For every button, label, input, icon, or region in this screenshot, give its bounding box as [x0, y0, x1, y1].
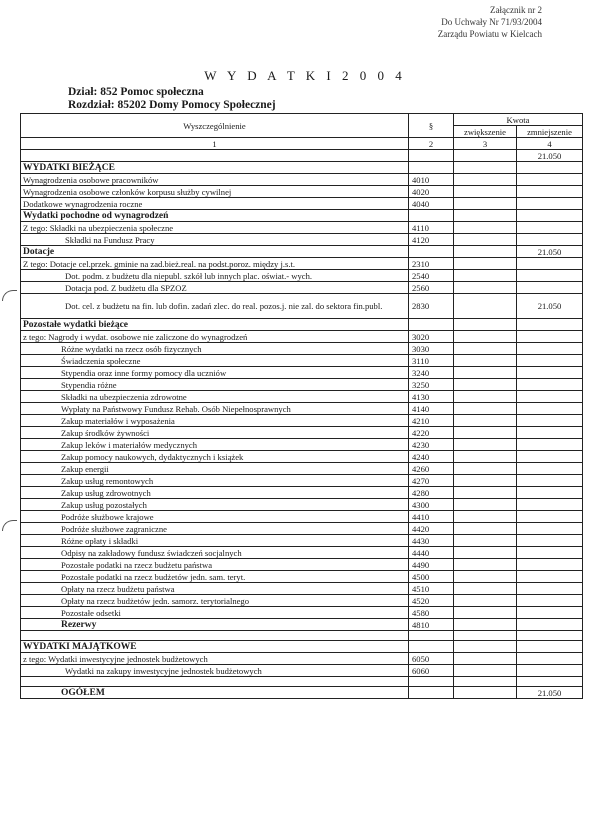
row-decrease — [517, 595, 583, 607]
table-row — [21, 415, 583, 427]
row-increase — [454, 258, 517, 270]
row-paragraph-code: 3240 — [409, 367, 454, 379]
expenses-table — [20, 113, 583, 699]
row-increase — [454, 343, 517, 355]
row-decrease — [517, 535, 583, 547]
row-decrease: 21.050 — [517, 150, 583, 162]
row-paragraph-code: 4230 — [409, 439, 454, 451]
row-increase — [454, 403, 517, 415]
row-increase — [454, 186, 517, 198]
row-description: Dotacja pod. Z budżetu dla SPZOZ — [21, 282, 409, 294]
row-paragraph-code: 4110 — [409, 222, 454, 234]
table-row — [21, 607, 583, 619]
row-decrease — [517, 391, 583, 403]
row-description: Zakup leków i materiałów medycznych — [21, 439, 409, 451]
row-decrease — [517, 665, 583, 677]
row-decrease — [517, 559, 583, 571]
row-paragraph-code: 3030 — [409, 343, 454, 355]
row-increase — [454, 511, 517, 523]
row-decrease — [517, 282, 583, 294]
row-decrease — [517, 571, 583, 583]
row-decrease — [517, 463, 583, 475]
row-increase — [454, 547, 517, 559]
column-number: 1 — [21, 138, 409, 150]
column-number: 3 — [454, 138, 517, 150]
row-increase — [454, 677, 517, 687]
row-increase — [454, 367, 517, 379]
row-paragraph-code: 6050 — [409, 653, 454, 665]
table-row — [21, 391, 583, 403]
row-paragraph-code: 4220 — [409, 427, 454, 439]
row-increase — [454, 294, 517, 319]
row-paragraph-code — [409, 687, 454, 699]
row-description: Stypendia oraz inne formy pomocy dla uczniów — [21, 367, 409, 379]
row-decrease — [517, 607, 583, 619]
row-decrease — [517, 677, 583, 687]
row-paragraph-code: 2310 — [409, 258, 454, 270]
row-decrease — [517, 499, 583, 511]
attachment-note-line1: Załącznik nr 2 — [490, 5, 542, 15]
row-description: Dodatkowe wynagrodzenia roczne — [21, 198, 409, 210]
table-row — [21, 547, 583, 559]
table-row — [21, 687, 583, 699]
row-paragraph-code — [409, 319, 454, 331]
row-description: Dotacje — [21, 246, 409, 258]
row-paragraph-code: 4120 — [409, 234, 454, 246]
table-row — [21, 258, 583, 270]
table-header-row — [21, 114, 583, 126]
row-paragraph-code: 4280 — [409, 487, 454, 499]
row-increase — [454, 535, 517, 547]
row-decrease — [517, 653, 583, 665]
row-decrease — [517, 355, 583, 367]
row-paragraph-code — [409, 150, 454, 162]
row-description — [21, 150, 409, 162]
table-row — [21, 463, 583, 475]
row-description: Z tego: Składki na ubezpieczenia społeczne — [21, 222, 409, 234]
row-description: Wypłaty na Państwowy Fundusz Rehab. Osób Niepełnosprawnych — [21, 403, 409, 415]
row-decrease — [517, 487, 583, 499]
header-increase: zwiększenie — [454, 126, 517, 138]
row-paragraph-code: 4520 — [409, 595, 454, 607]
row-description: Pozostałe wydatki bieżące — [21, 319, 409, 331]
row-decrease — [517, 475, 583, 487]
table-row — [21, 439, 583, 451]
row-paragraph-code — [409, 631, 454, 641]
row-decrease — [517, 451, 583, 463]
table-row — [21, 665, 583, 677]
row-increase — [454, 415, 517, 427]
row-increase — [454, 499, 517, 511]
row-decrease: 21.050 — [517, 687, 583, 699]
row-description: Podróże służbowe krajowe — [21, 511, 409, 523]
punch-hole-mark — [2, 520, 17, 531]
row-paragraph-code: 4210 — [409, 415, 454, 427]
table-row — [21, 535, 583, 547]
row-decrease — [517, 198, 583, 210]
row-increase — [454, 319, 517, 331]
table-row — [21, 319, 583, 331]
row-paragraph-code — [409, 641, 454, 653]
row-decrease — [517, 162, 583, 174]
row-decrease — [517, 641, 583, 653]
row-paragraph-code: 4580 — [409, 607, 454, 619]
row-paragraph-code: 2560 — [409, 282, 454, 294]
row-description: Opłaty na rzecz budżetów jedn. samorz. terytorialnego — [21, 595, 409, 607]
attachment-note-line2: Do Uchwały Nr 71/93/2004 — [441, 17, 542, 27]
table-row — [21, 162, 583, 174]
row-description: Składki na ubezpieczenia zdrowotne — [21, 391, 409, 403]
table-row — [21, 331, 583, 343]
row-description: Wydatki na zakupy inwestycyjne jednostek budżetowych — [21, 665, 409, 677]
row-decrease — [517, 415, 583, 427]
row-description: OGÓŁEM — [21, 687, 409, 699]
row-decrease: 21.050 — [517, 294, 583, 319]
row-increase — [454, 282, 517, 294]
row-paragraph-code: 4140 — [409, 403, 454, 415]
rozdzial-label: Rozdział: 85202 Domy Pomocy Społecznej — [68, 99, 276, 111]
row-paragraph-code: 4020 — [409, 186, 454, 198]
dzial-label: Dział: 852 Pomoc społeczna — [68, 86, 204, 98]
table-row — [21, 631, 583, 641]
table-row — [21, 499, 583, 511]
row-description — [21, 631, 409, 641]
row-paragraph-code: 4270 — [409, 475, 454, 487]
row-decrease — [517, 619, 583, 631]
row-increase — [454, 475, 517, 487]
row-paragraph-code: 4130 — [409, 391, 454, 403]
table-row — [21, 475, 583, 487]
row-description: Zakup usług remontowych — [21, 475, 409, 487]
row-increase — [454, 427, 517, 439]
row-decrease — [517, 222, 583, 234]
table-row — [21, 451, 583, 463]
row-increase — [454, 234, 517, 246]
row-paragraph-code — [409, 246, 454, 258]
row-decrease — [517, 511, 583, 523]
row-increase — [454, 559, 517, 571]
header-description: Wyszczególnienie — [21, 114, 409, 138]
row-description: Dot. podm. z budżetu dla niepubl. szkół lub innych plac. oświat.- wych. — [21, 270, 409, 282]
row-increase — [454, 331, 517, 343]
row-increase — [454, 246, 517, 258]
row-description — [21, 677, 409, 687]
table-row — [21, 343, 583, 355]
row-description: Zakup usług pozostałych — [21, 499, 409, 511]
row-paragraph-code: 3020 — [409, 331, 454, 343]
row-paragraph-code: 4500 — [409, 571, 454, 583]
row-increase — [454, 463, 517, 475]
row-increase — [454, 641, 517, 653]
row-description: Zakup usług zdrowotnych — [21, 487, 409, 499]
row-description: z tego: Wydatki inwestycyjne jednostek budżetowych — [21, 653, 409, 665]
header-paragraph: § — [409, 114, 454, 138]
row-paragraph-code: 2830 — [409, 294, 454, 319]
row-decrease — [517, 379, 583, 391]
row-decrease — [517, 186, 583, 198]
table-row — [21, 523, 583, 535]
row-increase — [454, 607, 517, 619]
row-decrease — [517, 270, 583, 282]
row-decrease — [517, 174, 583, 186]
table-row — [21, 595, 583, 607]
row-description: z tego: Nagrody i wydat. osobowe nie zaliczone do wynagrodzeń — [21, 331, 409, 343]
attachment-note-line3: Zarządu Powiatu w Kielcach — [437, 29, 542, 39]
row-description: Zakup środków żywności — [21, 427, 409, 439]
table-row — [21, 653, 583, 665]
table-row — [21, 487, 583, 499]
row-description: Odpisy na zakładowy fundusz świadczeń socjalnych — [21, 547, 409, 559]
row-increase — [454, 198, 517, 210]
row-paragraph-code: 4240 — [409, 451, 454, 463]
row-description: WYDATKI BIEŻĄCE — [21, 162, 409, 174]
table-row — [21, 198, 583, 210]
row-paragraph-code: 6060 — [409, 665, 454, 677]
row-increase — [454, 487, 517, 499]
row-increase — [454, 150, 517, 162]
row-decrease — [517, 343, 583, 355]
row-description: Pozostałe podatki na rzecz budżetu państwa — [21, 559, 409, 571]
row-description: Pozostałe odsetki — [21, 607, 409, 619]
row-description: Wynagrodzenia osobowe członków korpusu służby cywilnej — [21, 186, 409, 198]
table-row — [21, 246, 583, 258]
row-increase — [454, 379, 517, 391]
table-row — [21, 355, 583, 367]
row-paragraph-code: 3110 — [409, 355, 454, 367]
row-paragraph-code: 4420 — [409, 523, 454, 535]
row-description: Zakup energii — [21, 463, 409, 475]
row-description: Różne opłaty i składki — [21, 535, 409, 547]
row-description: Z tego: Dotacje cel.przek. gminie na zad.bież.real. na podst.poroz. między j.s.t. — [21, 258, 409, 270]
row-paragraph-code — [409, 210, 454, 222]
row-description: Świadczenia społeczne — [21, 355, 409, 367]
row-increase — [454, 162, 517, 174]
row-paragraph-code: 4300 — [409, 499, 454, 511]
table-row — [21, 571, 583, 583]
row-decrease — [517, 234, 583, 246]
row-paragraph-code: 4260 — [409, 463, 454, 475]
row-description: Zakup pomocy naukowych, dydaktycznych i książek — [21, 451, 409, 463]
table-row — [21, 270, 583, 282]
table-row — [21, 294, 583, 319]
table-row — [21, 559, 583, 571]
table-row — [21, 619, 583, 631]
row-increase — [454, 439, 517, 451]
table-row — [21, 150, 583, 162]
row-description: Rezerwy — [21, 619, 409, 631]
row-paragraph-code: 4040 — [409, 198, 454, 210]
row-description: Pozostałe podatki na rzecz budżetów jedn. sam. teryt. — [21, 571, 409, 583]
row-decrease — [517, 523, 583, 535]
row-paragraph-code: 4410 — [409, 511, 454, 523]
row-increase — [454, 270, 517, 282]
row-increase — [454, 631, 517, 641]
row-paragraph-code: 4810 — [409, 619, 454, 631]
table-row — [21, 210, 583, 222]
row-description: WYDATKI MAJĄTKOWE — [21, 641, 409, 653]
row-increase — [454, 355, 517, 367]
row-paragraph-code: 3250 — [409, 379, 454, 391]
row-description: Wydatki pochodne od wynagrodzeń — [21, 210, 409, 222]
header-decrease: zmniejszenie — [517, 126, 583, 138]
column-number: 2 — [409, 138, 454, 150]
row-paragraph-code: 4440 — [409, 547, 454, 559]
table-row — [21, 641, 583, 653]
row-increase — [454, 523, 517, 535]
table-row — [21, 511, 583, 523]
row-increase — [454, 451, 517, 463]
row-paragraph-code: 2540 — [409, 270, 454, 282]
row-paragraph-code: 4490 — [409, 559, 454, 571]
row-description: Opłaty na rzecz budżetu państwa — [21, 583, 409, 595]
attachment-note — [438, 4, 542, 40]
row-description: Wynagrodzenia osobowe pracowników — [21, 174, 409, 186]
table-row — [21, 427, 583, 439]
row-decrease — [517, 319, 583, 331]
row-increase — [454, 210, 517, 222]
table-row — [21, 403, 583, 415]
table-row — [21, 222, 583, 234]
row-description: Składki na Fundusz Pracy — [21, 234, 409, 246]
row-paragraph-code — [409, 677, 454, 687]
page-title: W Y D A T K I 2 0 0 4 — [204, 68, 406, 83]
row-increase — [454, 583, 517, 595]
row-decrease — [517, 439, 583, 451]
punch-hole-mark — [2, 290, 17, 301]
table-row — [21, 677, 583, 687]
row-description: Stypendia różne — [21, 379, 409, 391]
row-increase — [454, 687, 517, 699]
table-row — [21, 234, 583, 246]
row-paragraph-code: 4010 — [409, 174, 454, 186]
table-row — [21, 282, 583, 294]
row-increase — [454, 222, 517, 234]
header-amount: Kwota — [454, 114, 583, 126]
table-row — [21, 174, 583, 186]
row-description: Dot. cel. z budżetu na fin. lub dofin. zadań zlec. do real. pozos.j. nie zal. do sektora fin.publ. — [21, 294, 409, 319]
row-decrease — [517, 583, 583, 595]
table-row — [21, 186, 583, 198]
row-decrease — [517, 547, 583, 559]
row-increase — [454, 595, 517, 607]
row-paragraph-code: 4430 — [409, 535, 454, 547]
row-decrease — [517, 367, 583, 379]
row-decrease — [517, 210, 583, 222]
table-row — [21, 367, 583, 379]
row-decrease — [517, 403, 583, 415]
table-row — [21, 379, 583, 391]
column-number: 4 — [517, 138, 583, 150]
row-decrease: 21.050 — [517, 246, 583, 258]
row-increase — [454, 653, 517, 665]
row-description: Podróże służbowe zagraniczne — [21, 523, 409, 535]
row-paragraph-code — [409, 162, 454, 174]
row-increase — [454, 391, 517, 403]
row-increase — [454, 619, 517, 631]
row-description: Różne wydatki na rzecz osób fizycznych — [21, 343, 409, 355]
row-decrease — [517, 631, 583, 641]
row-description: Zakup materiałów i wyposażenia — [21, 415, 409, 427]
column-number-row — [21, 138, 583, 150]
table-row — [21, 583, 583, 595]
row-decrease — [517, 258, 583, 270]
row-increase — [454, 571, 517, 583]
row-increase — [454, 174, 517, 186]
row-decrease — [517, 427, 583, 439]
row-decrease — [517, 331, 583, 343]
row-increase — [454, 665, 517, 677]
row-paragraph-code: 4510 — [409, 583, 454, 595]
